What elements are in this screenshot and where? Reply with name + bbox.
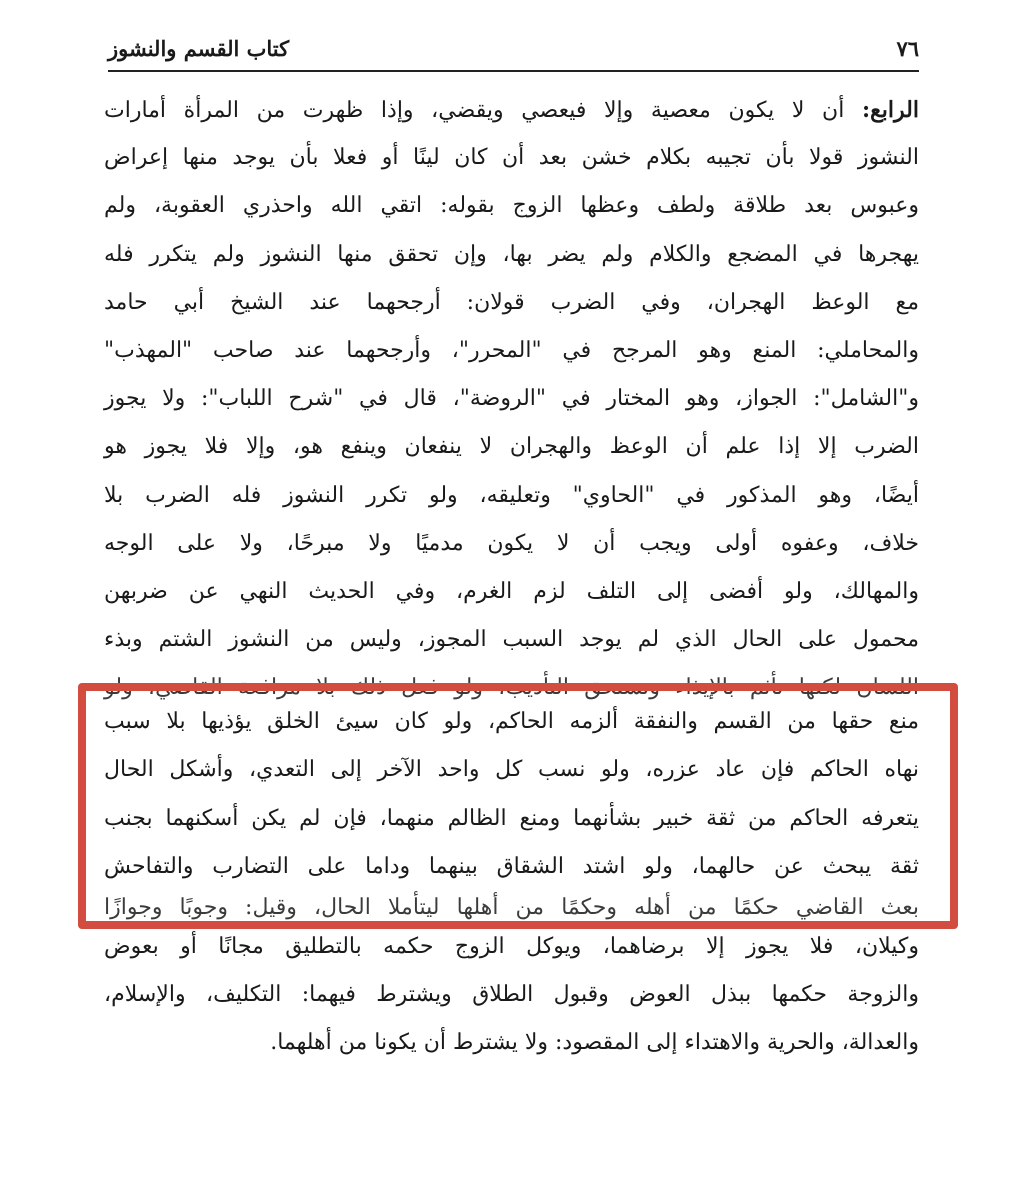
text-line-rest: أن لا يكون معصية وإلا فيعصي ويقضي، وإذا ظهرت من المرأة أمارات [104, 98, 845, 123]
text-line: خلاف، وعفوه أولى ويجب أن لا يكون مدميًا ولا مبرحًا، ولا على الوجه [104, 530, 919, 556]
text-line [104, 86, 919, 134]
text-line: والمحاملي: المنع وهو المرجح في "المحرر"، وأرجحهما عند صاحب "المهذب" [104, 337, 919, 363]
text-line: أيضًا، وهو المذكور في "الحاوي" وتعليقه، ولو تكرر النشوز فله الضرب بلا [104, 482, 919, 508]
partially-hidden-line: اللسان لكنها تأثم بالإيذاء وتستحق التأديب، ولو فعل ذلك بلا مرافعة القاضي، ولو [104, 675, 919, 701]
text-line: نهاه الحاكم فإن عاد عزره، ولو نسب كل واحد الآخر إلى التعدي، وأشكل الحال [104, 757, 919, 783]
text-line: ثقة يبحث عن حالهما، ولو اشتد الشقاق بينهما وداما على التضارب والتفاحش [104, 853, 919, 879]
text-line: الضرب إلا إذا علم أن الوعظ والهجران لا ينفعان وينفع هو، وإلا فلا يجوز هو [104, 434, 919, 460]
text-line: منع حقها من القسم والنفقة ألزمه الحاكم، ولو كان سيئ الخلق يؤذيها بلا سبب [104, 709, 919, 735]
text-line: وعبوس بعد طلاقة ولطف وعظها الزوج بقوله: اتقي الله واحذري العقوبة، ولم [104, 193, 919, 219]
text-line: والمهالك، ولو أفضى إلى التلف لزم الغرم، وفي الحديث النهي عن ضربهن [104, 578, 919, 604]
text-line: محمول على الحال الذي لم يوجد السبب المجوز، وليس من النشوز الشتم وبذء [104, 627, 919, 653]
text-line: مع الوعظ الهجران، وفي الضرب قولان: أرجحهما عند الشيخ أبي حامد [104, 289, 919, 315]
page-number: ٧٦ [896, 36, 919, 61]
page-header [108, 30, 919, 70]
partially-hidden-line: بعث القاضي حكمًا من أهله وحكمًا من أهلها ليتأملا الحال، وقيل: وجوبًا وجوازًا [104, 895, 919, 920]
text-line: النشوز قولا بأن تجيبه بكلام خشن بعد أن كان لينًا أو فعلا بأن يوجد منها إعراض [104, 145, 919, 171]
text-line: وكيلان، فلا يجوز إلا برضاهما، ويوكل الزوج حكمه بالتطليق مجانًا أو بعوض [104, 934, 919, 959]
header-title: كتاب القسم والنشوز [108, 36, 290, 61]
header-divider [108, 70, 919, 72]
text-line: يهجرها في المضجع والكلام ولم يضر بها، وإن تحقق منها النشوز ولم يتكرر فله [104, 241, 919, 267]
text-line: و"الشامل": الجواز، وهو المختار في "الروضة"، قال في "شرح اللباب": ولا يجوز [104, 386, 919, 412]
lead-word: الرابع: [861, 97, 919, 123]
text-line: يتعرفه الحاكم من ثقة خبير بشأنهما ومنع الظالم منهما، فإن لم يكن أسكنهما بجنب [104, 805, 919, 831]
text-line: والزوجة حكمها ببذل العوض وقبول الطلاق ويشترط فيهما: التكليف، والإسلام، [104, 982, 919, 1008]
body-text [104, 86, 919, 1068]
text-line: والعدالة، والحرية والاهتداء إلى المقصود: ولا يشترط أن يكونا من أهلهما. [270, 1030, 919, 1056]
